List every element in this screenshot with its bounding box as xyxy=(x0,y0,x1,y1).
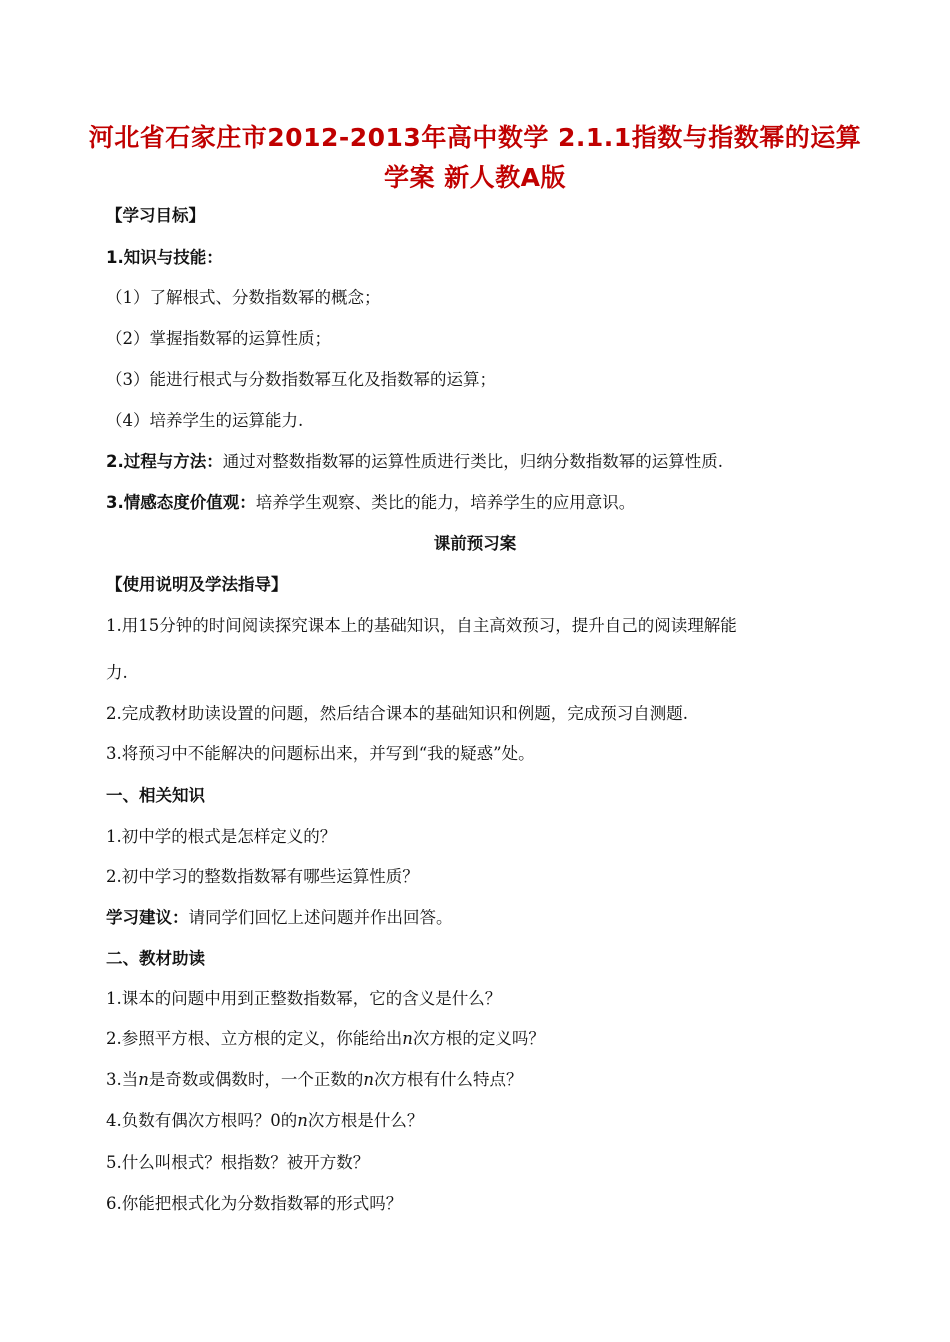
emotion-values-text: 培养学生观察、类比的能力，培养学生的应用意识。 xyxy=(255,493,636,512)
textbook-reading-heading: 二、教材助读 xyxy=(106,949,205,968)
instruction-item-2: 2.完成教材助读设置的问题，然后结合课本的基础知识和例题，完成预习自测题. xyxy=(106,704,688,723)
reading-question-2-part-2: 次方根的定义吗？ xyxy=(412,1029,545,1048)
knowledge-skills-heading: 1.知识与技能： xyxy=(106,248,223,267)
reading-question-3-part-2: 是奇数或偶数时，一个正数的 xyxy=(148,1070,364,1089)
document-title-line-1: 河北省石家庄市2012-2013年高中数学 2.1.1指数与指数幂的运算 xyxy=(88,123,862,152)
reading-question-3-part-3: 次方根有什么特点？ xyxy=(374,1070,523,1089)
emotion-values-line xyxy=(106,492,635,514)
study-advice-text: 请同学们回忆上述问题并作出回答。 xyxy=(188,908,453,927)
preview-section-heading: 课前预习案 xyxy=(433,534,517,553)
process-method-line xyxy=(106,451,723,473)
learning-goals-heading: 【学习目标】 xyxy=(106,206,205,225)
study-advice-label: 学习建议： xyxy=(106,908,189,927)
goal-item-2: （2）掌握指数幂的运算性质； xyxy=(106,329,331,348)
reading-question-1: 1.课本的问题中用到正整数指数幂，它的含义是什么？ xyxy=(106,989,502,1008)
reading-question-3 xyxy=(106,1069,523,1091)
goal-item-3: （3）能进行根式与分数指数幂互化及指数幂的运算； xyxy=(106,370,496,389)
variable-n: n xyxy=(297,1111,308,1130)
reading-question-2 xyxy=(106,1028,545,1050)
reading-question-4-part-2: 次方根是什么？ xyxy=(307,1111,424,1130)
study-advice-line xyxy=(106,907,453,929)
reading-question-4 xyxy=(106,1110,423,1132)
variable-n: n xyxy=(363,1070,375,1089)
process-method-label: 2.过程与方法： xyxy=(106,452,223,471)
goal-item-1: （1）了解根式、分数指数幂的概念； xyxy=(106,288,381,307)
related-question-1: 1.初中学的根式是怎样定义的？ xyxy=(106,827,337,846)
instructions-heading: 【使用说明及学法指导】 xyxy=(106,575,288,594)
reading-question-3-part-1: 3.当 xyxy=(106,1070,139,1089)
reading-question-4-part-1: 4.负数有偶次方根吗？0的 xyxy=(106,1111,298,1130)
emotion-values-label: 3.情感态度价值观： xyxy=(106,493,256,512)
reading-question-5: 5.什么叫根式？根指数？被开方数？ xyxy=(106,1153,370,1172)
process-method-text: 通过对整数指数幂的运算性质进行类比，归纳分数指数幂的运算性质. xyxy=(222,452,723,471)
document-title-line-2: 学案 新人教A版 xyxy=(383,163,567,192)
reading-question-2-part-1: 2.参照平方根、立方根的定义，你能给出 xyxy=(106,1029,403,1048)
instruction-item-1-continued: 力. xyxy=(106,663,128,682)
related-knowledge-heading: 一、相关知识 xyxy=(106,786,205,805)
variable-n: n xyxy=(402,1029,413,1048)
related-question-2: 2.初中学习的整数指数幂有哪些运算性质？ xyxy=(106,867,419,886)
goal-item-4: （4）培养学生的运算能力. xyxy=(106,411,304,430)
instruction-item-3: 3.将预习中不能解决的问题标出来，并写到“我的疑惑”处。 xyxy=(106,744,535,763)
reading-question-6: 6.你能把根式化为分数指数幂的形式吗？ xyxy=(106,1194,403,1213)
variable-n: n xyxy=(138,1070,149,1089)
instruction-item-1: 1.用15分钟的时间阅读探究课本上的基础知识，自主高效预习，提升自己的阅读理解能 xyxy=(106,616,737,635)
